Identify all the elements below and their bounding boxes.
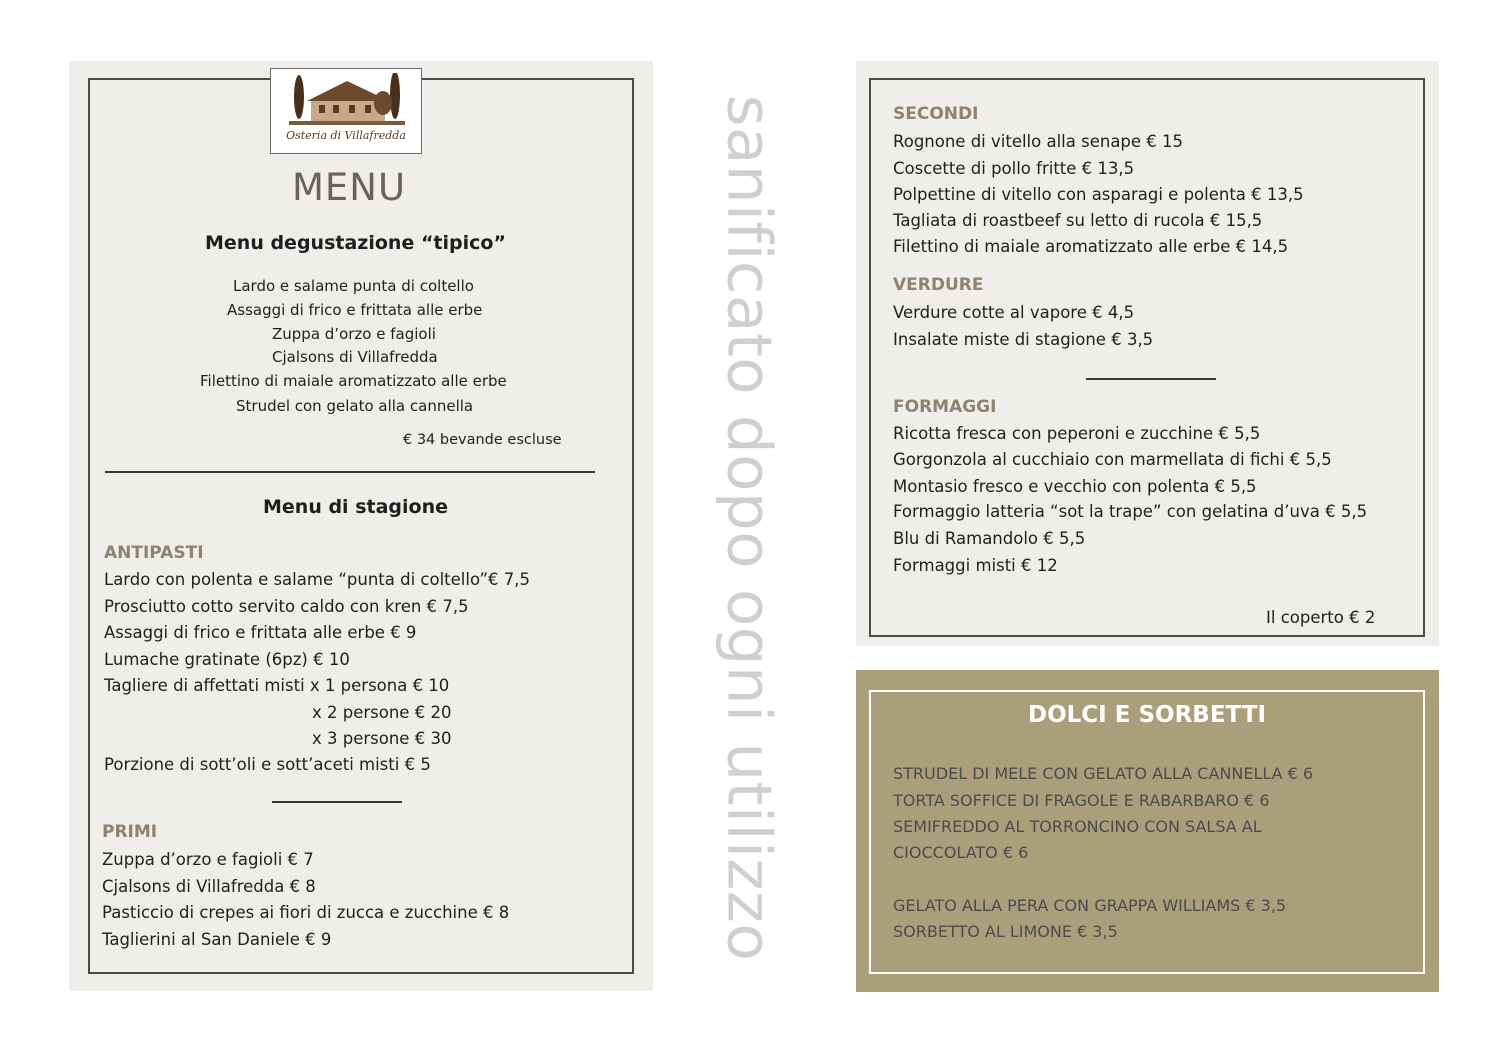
tasting-item: Strudel con gelato alla cannella	[236, 397, 474, 415]
tasting-item: Filettino di maiale aromatizzato alle erbe	[200, 372, 507, 390]
formaggi-item: Blu di Ramandolo € 5,5	[893, 529, 1086, 548]
formaggi-item: Formaggi misti € 12	[893, 556, 1058, 575]
logo-text: Osteria di Villafredda	[286, 129, 406, 142]
tasting-item: Assaggi di frico e frittata alle erbe	[227, 301, 483, 319]
tasting-item: Zuppa d’orzo e fagioli	[272, 325, 436, 343]
tasting-menu-title: Menu degustazione “tipico”	[205, 232, 506, 254]
osteria-building-icon	[289, 73, 405, 127]
formaggi-item: Formaggio latteria “sot la trape” con gelatina d’uva € 5,5	[893, 502, 1368, 521]
tasting-item: Lardo e salame punta di coltello	[233, 277, 474, 295]
dessert-item: SEMIFREDDO AL TORRONCINO CON SALSA AL	[893, 817, 1262, 836]
verdure-item: Verdure cotte al vapore € 4,5	[893, 303, 1135, 322]
verdure-item: Insalate miste di stagione € 3,5	[893, 330, 1154, 349]
sanitized-watermark: sanificato dopo ogni utilizzo	[713, 94, 785, 962]
primi-item: Pasticcio di crepes ai fiori di zucca e zucchine € 8	[102, 903, 510, 922]
primi-item: Cjalsons di Villafredda € 8	[102, 877, 316, 896]
section-divider	[105, 471, 595, 473]
antipasti-item: x 2 persone € 20	[312, 703, 452, 722]
formaggi-item: Ricotta fresca con peperoni e zucchine € 5,5	[893, 424, 1261, 443]
secondi-item: Polpettine di vitello con asparagi e polenta € 13,5	[893, 185, 1304, 204]
secondi-item: Filettino di maiale aromatizzato alle erbe € 14,5	[893, 237, 1289, 256]
primi-heading: PRIMI	[102, 822, 158, 842]
menu-title: MENU	[292, 166, 407, 209]
secondi-item: Rognone di vitello alla senape € 15	[893, 132, 1184, 151]
primi-item: Zuppa d’orzo e fagioli € 7	[102, 850, 314, 869]
antipasti-item: Prosciutto cotto servito caldo con kren € 7,5	[104, 597, 469, 616]
verdure-heading: VERDURE	[893, 275, 984, 295]
primi-item: Taglierini al San Daniele € 9	[102, 930, 332, 949]
formaggi-item: Gorgonzola al cucchiaio con marmellata di fichi € 5,5	[893, 450, 1332, 469]
formaggi-item: Montasio fresco e vecchio con polenta € 5,5	[893, 477, 1257, 496]
season-menu-title: Menu di stagione	[263, 496, 448, 518]
short-divider	[272, 801, 402, 803]
dessert-item: GELATO ALLA PERA CON GRAPPA WILLIAMS € 3,5	[893, 896, 1287, 915]
short-divider	[1086, 378, 1216, 380]
dessert-item: SORBETTO AL LIMONE € 3,5	[893, 922, 1118, 941]
cover-charge: Il coperto € 2	[1266, 608, 1376, 627]
antipasti-item: Assaggi di frico e frittata alle erbe € 9	[104, 623, 417, 642]
formaggi-heading: FORMAGGI	[893, 397, 997, 417]
antipasti-item: x 3 persone € 30	[312, 729, 452, 748]
dessert-item: STRUDEL DI MELE CON GELATO ALLA CANNELLA € 6	[893, 764, 1314, 783]
antipasti-heading: ANTIPASTI	[104, 543, 204, 563]
desserts-title: DOLCI E SORBETTI	[1028, 702, 1266, 728]
tasting-item: Cjalsons di Villafredda	[272, 348, 438, 366]
restaurant-logo	[270, 68, 422, 154]
tasting-price: € 34 bevande escluse	[403, 432, 562, 448]
antipasti-item: Lumache gratinate (6pz) € 10	[104, 650, 350, 669]
secondi-item: Tagliata di roastbeef su letto di rucola € 15,5	[893, 211, 1263, 230]
dessert-item: CIOCCOLATO € 6	[893, 843, 1029, 862]
left-menu-frame	[88, 78, 634, 974]
dessert-item: TORTA SOFFICE DI FRAGOLE E RABARBARO € 6	[893, 791, 1270, 810]
secondi-heading: SECONDI	[893, 104, 979, 124]
antipasti-item: Lardo con polenta e salame “punta di coltello”€ 7,5	[104, 570, 530, 589]
secondi-item: Coscette di pollo fritte € 13,5	[893, 159, 1135, 178]
antipasti-item: Tagliere di affettati misti x 1 persona € 10	[104, 676, 450, 695]
antipasti-item: Porzione di sott’oli e sott’aceti misti € 5	[104, 755, 431, 774]
